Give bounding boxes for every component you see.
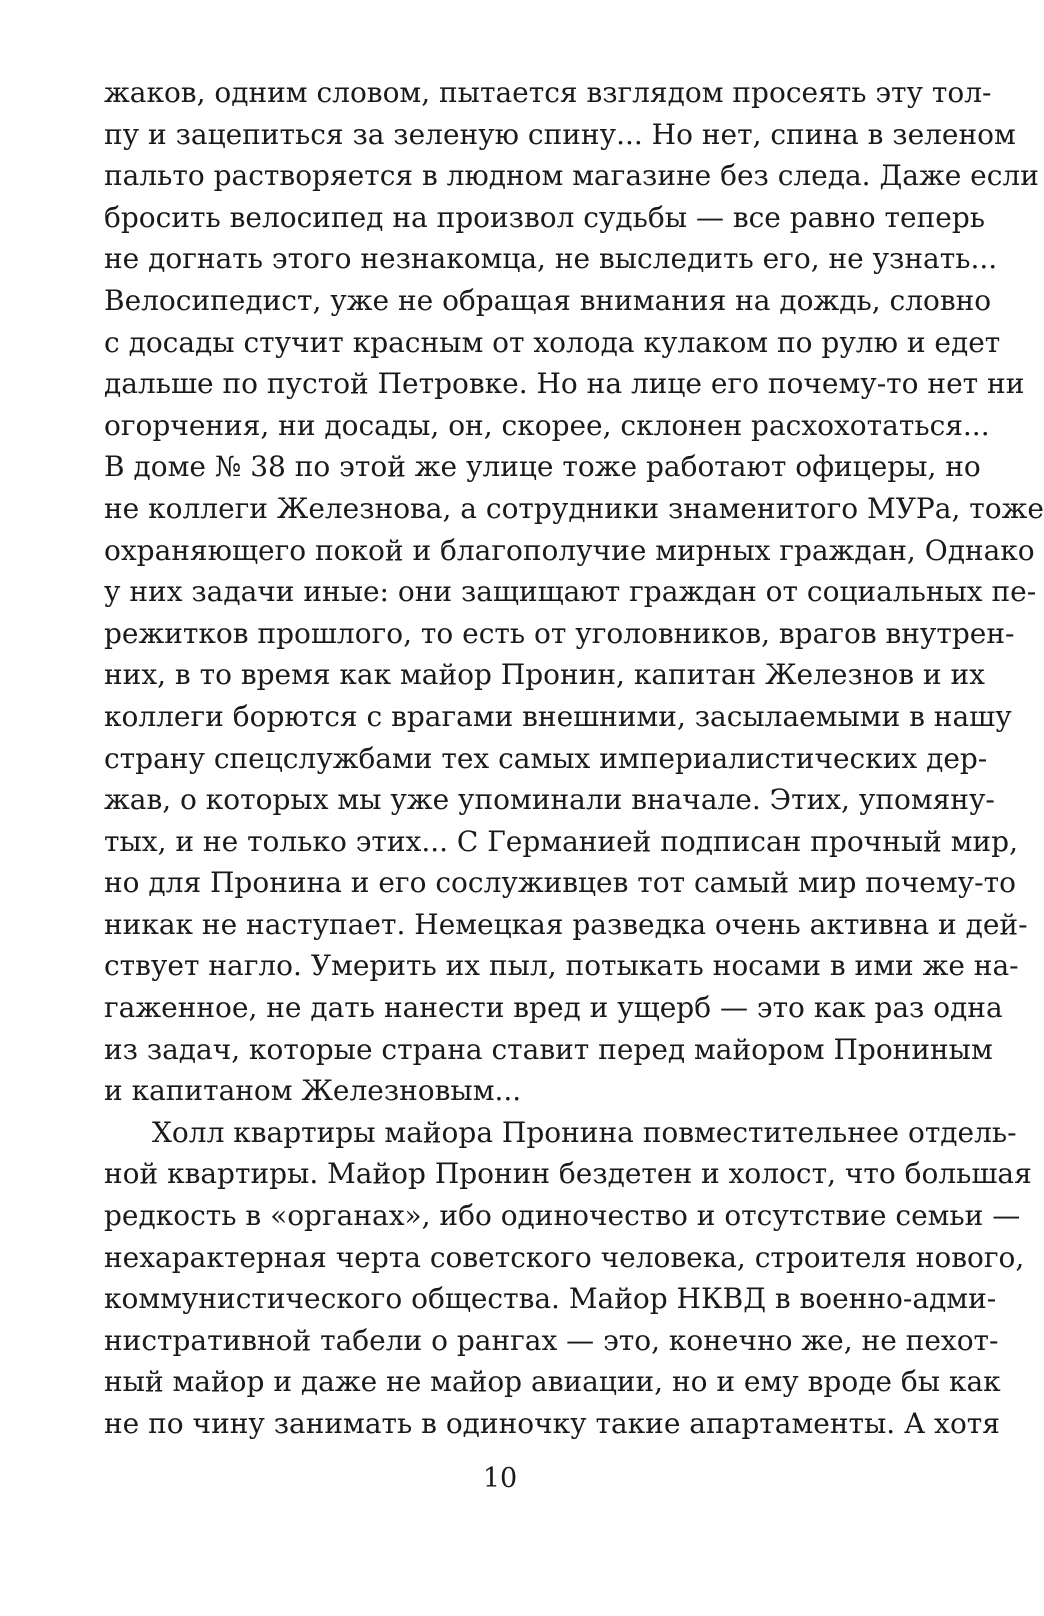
text-line: Велосипедист, уже не обращая внимания на дождь, словно: [104, 283, 992, 317]
text-line: никак не наступает. Немецкая разведка очень активна и дей-: [104, 907, 1028, 941]
text-line: ствует нагло. Умерить их пыл, потыкать носами в ими же на-: [104, 949, 1019, 983]
paragraph-2: [104, 1112, 1032, 1445]
text-line: нехарактерная черта советского человека, строителя нового,: [104, 1240, 1025, 1274]
text-line: пу и зацепиться за зеленую спину... Но нет, спина в зеленом: [104, 117, 1016, 151]
text-line: нистративной табели о рангах — это, конечно же, не пехот-: [104, 1323, 999, 1357]
text-line: ный майор и даже не майор авиации, но и ему вроде бы как: [104, 1365, 1001, 1399]
text-line: них, в то время как майор Пронин, капитан Железнов и их: [104, 658, 985, 692]
text-line: Холл квартиры майора Пронина повместительнее отдель-: [152, 1115, 1017, 1149]
text-line: страну спецслужбами тех самых империалистических дер-: [104, 741, 988, 775]
body-text: [104, 72, 1044, 1445]
text-line: В доме № 38 по этой же улице тоже работают офицеры, но: [104, 450, 981, 484]
text-line: с досады стучит красным от холода кулаком по рулю и едет: [104, 325, 1001, 359]
text-line: у них задачи иные: они защищают граждан от социальных пе-: [104, 575, 1037, 609]
text-line: не коллеги Железнова, а сотрудники знаменитого МУРа, тоже: [104, 491, 1044, 525]
text-line: охраняющего покой и благополучие мирных граждан, Однако: [104, 533, 1035, 567]
text-line: пальто растворяется в людном магазине без следа. Даже если: [104, 159, 1039, 193]
text-line: редкость в «органах», ибо одиночество и отсутствие семьи —: [104, 1199, 1021, 1233]
text-line: тых, и не только этих... С Германией подписан прочный мир,: [104, 824, 1018, 858]
text-line: но для Пронина и его сослуживцев тот самый мир почему-то: [104, 866, 1016, 900]
text-line: из задач, которые страна ставит перед майором Прониным: [104, 1032, 993, 1066]
page-number: 10: [482, 1463, 518, 1494]
text-line: бросить велосипед на произвол судьбы — все равно теперь: [104, 200, 986, 234]
text-line: не догнать этого незнакомца, не выследить его, не узнать...: [104, 242, 998, 276]
text-line: дальше по пустой Петровке. Но на лице его почему-то нет ни: [104, 367, 1025, 401]
text-line: ной квартиры. Майор Пронин бездетен и холост, что большая: [104, 1157, 1032, 1191]
text-line: гаженное, не дать нанести вред и ущерб — это как раз одна: [104, 991, 1003, 1025]
text-line: огорчения, ни досады, он, скорее, склонен расхохотаться...: [104, 408, 990, 442]
text-line: не по чину занимать в одиночку такие апартаменты. А хотя: [104, 1407, 1000, 1440]
paragraph-1: [104, 72, 1044, 1112]
text-line: режитков прошлого, то есть от уголовников, врагов внутрен-: [104, 616, 1015, 650]
text-line: и капитаном Железновым...: [104, 1074, 522, 1108]
text-line: жаков, одним словом, пытается взглядом просеять эту тол-: [104, 76, 992, 109]
text-line: жав, о которых мы уже упоминали вначале. Этих, упомяну-: [104, 783, 995, 817]
text-line: коллеги борются с врагами внешними, засылаемыми в нашу: [104, 699, 1012, 733]
text-line: коммунистического общества. Майор НКВД в военно-адми-: [104, 1282, 997, 1316]
